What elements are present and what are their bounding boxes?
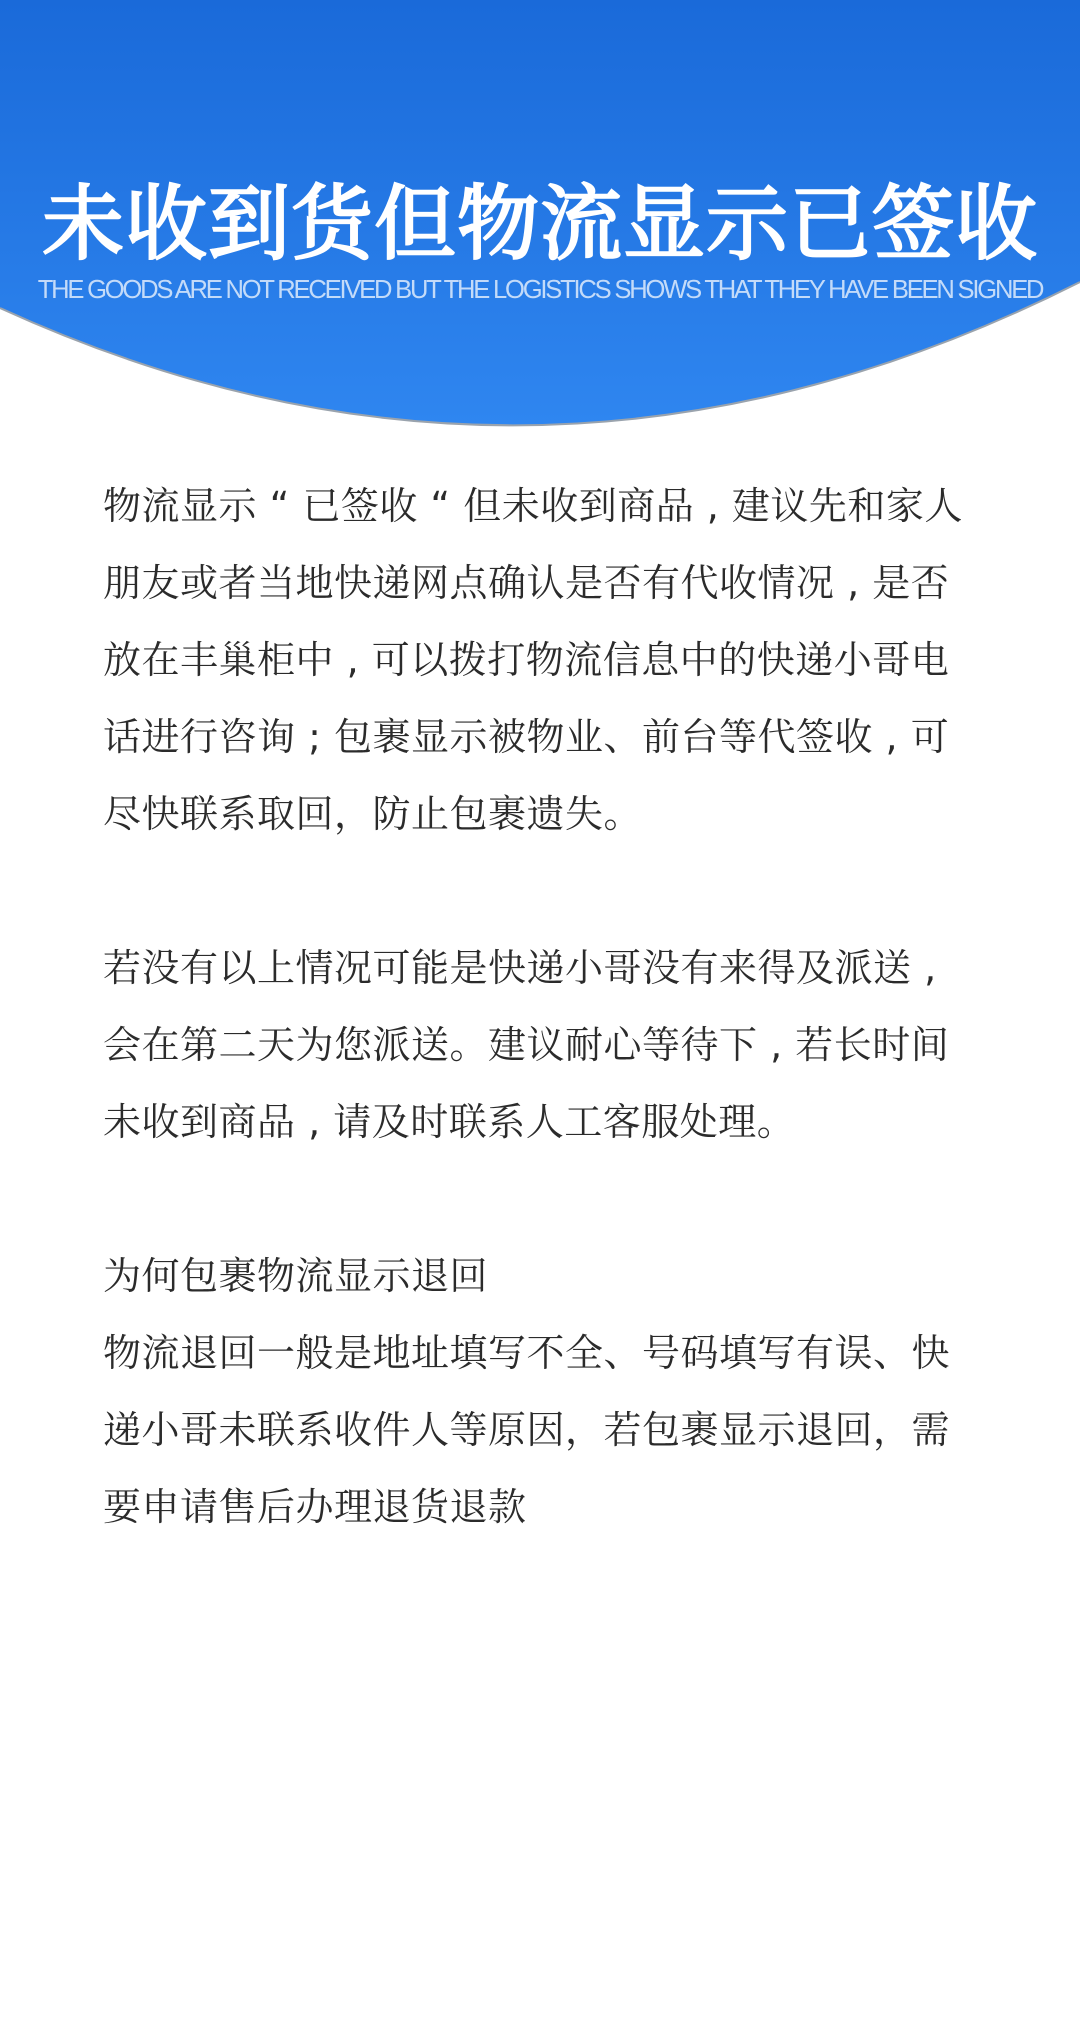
- paragraph-not-delivered-yet: 若没有以上情况可能是快递小哥没有来得及派送 , 会在第二天为您派送。建议耐心等待下 , 若长时间未收到商品 , 请及时联系人工客服处理。: [103, 946, 950, 1144]
- faq-answer: 物流退回一般是地址填写不全、号码填写有误、快递小哥未联系收件人等原因，若包裹显示退回，需要申请售后办理退货退款: [103, 1331, 951, 1529]
- faq-returned-package: [103, 1238, 983, 1546]
- paragraph-signed-not-received: 物流显示 “ 已签收 “ 但未收到商品 , 建议先和家人朋友或者当地快递网点确认是否有代收情况 , 是否放在丰巢柜中 , 可以拨打物流信息中的快递小哥电话进行咨询 ; 包裹显示被物业、前台等代签收 , 可尽快联系取回，防止包裹遗失。: [103, 484, 963, 836]
- faq-question: 为何包裹物流显示退回: [103, 1254, 489, 1298]
- page-title: 未收到货但物流显示已签收: [41, 177, 1038, 272]
- article-body: [103, 468, 983, 1546]
- header-banner: [0, 0, 1080, 430]
- page-subtitle: THE GOODS ARE NOT RECEIVED BUT THE LOGISTICS SHOWS THAT THEY HAVE BEEN SIGNED: [37, 276, 1043, 304]
